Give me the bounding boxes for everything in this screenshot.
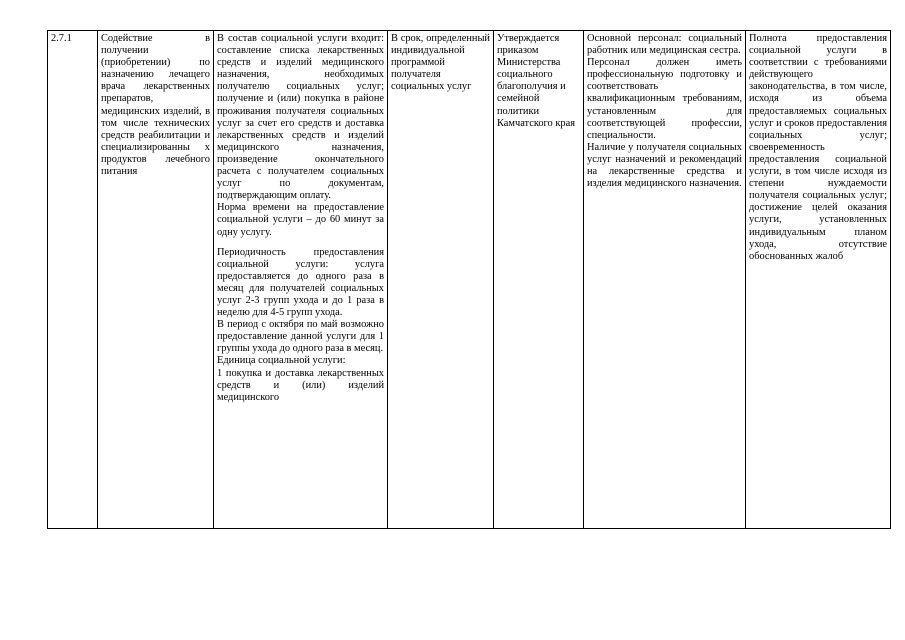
service-seasonal-note: В период с октября по май возможно предоставление данной услуги для 1 группы ухода до одного раза в месяц.	[217, 319, 384, 355]
service-approval: Утверждается приказом Министерства социального благополучия и семейной политики Камчатского края	[497, 33, 575, 129]
service-name: Содействие в получении (приобретении) по назначению лечащего врача лекарственных препаратов, медицинских изделий, в том числе технических средств реабилитации и специализированны х продуктов лечебного питания	[101, 33, 210, 178]
service-standard-table	[47, 30, 891, 529]
service-periodicity: Периодичность предоставления социальной услуги: услуга предоставляется до одного раза в месяц для получателей социальных услуг 2-3 групп ухода и до 1 раза в неделю для 4-5 групп ухода.	[217, 246, 384, 319]
service-composition: В состав социальной услуги входит: составление списка лекарственных средств и изделий медицинского назначения, необходимых получателю социальных услуг; получение и (или) покупка в районе проживания получателя социальных услуг за счет его средств и доставка лекарственных средств и изделий медицинского назначения, произведение окончательного расчета с получателем социальных услуг по документам, подтверждающим оплату.	[217, 33, 384, 202]
service-content-cell	[214, 31, 388, 529]
service-unit-title: Единица социальной услуги:	[217, 355, 346, 367]
staff-availability: Наличие у получателя социальных услуг назначений и рекомендаций на лекарственные средства и изделия медицинского назначения.	[587, 141, 742, 190]
quality-criteria: Полнота предоставления социальной услуги в соответствии с требованиями действующего законодательства, в том числе, исходя из объема предоставляемых социальных услуг и сроков предоставления социальных услуг; своевременность предоставления социальной услуги, в том числе исходя из степени нуждаемости получателя социальных услуг; достижение целей оказания услуги, установленных индивидуальным планом ухода, отсутствие обоснованных жалоб	[749, 33, 887, 262]
service-term: В срок, определенный индивидуальной программой получателя социальных услуг	[391, 33, 490, 93]
approval-cell	[494, 31, 584, 529]
service-name-cell	[98, 31, 214, 529]
row-number-cell	[48, 31, 98, 529]
staff-training: Персонал должен иметь профессиональную подготовку и соответствовать квалификационным требованиям, установленным для соответствующей профессии, специальности.	[587, 57, 742, 141]
staff-main: Основной персонал: социальный работник или медицинская сестра.	[587, 33, 742, 57]
table-row	[48, 31, 891, 529]
staff-cell	[584, 31, 746, 529]
service-time-norm: Норма времени на предоставление социальной услуги – до 60 минут за одну услугу.	[217, 202, 384, 238]
service-unit-value: 1 покупка и доставка лекарственных средств и (или) изделий медицинского	[217, 367, 384, 403]
row-number: 2.7.1	[51, 33, 72, 44]
quality-cell	[746, 31, 891, 529]
term-cell	[388, 31, 494, 529]
